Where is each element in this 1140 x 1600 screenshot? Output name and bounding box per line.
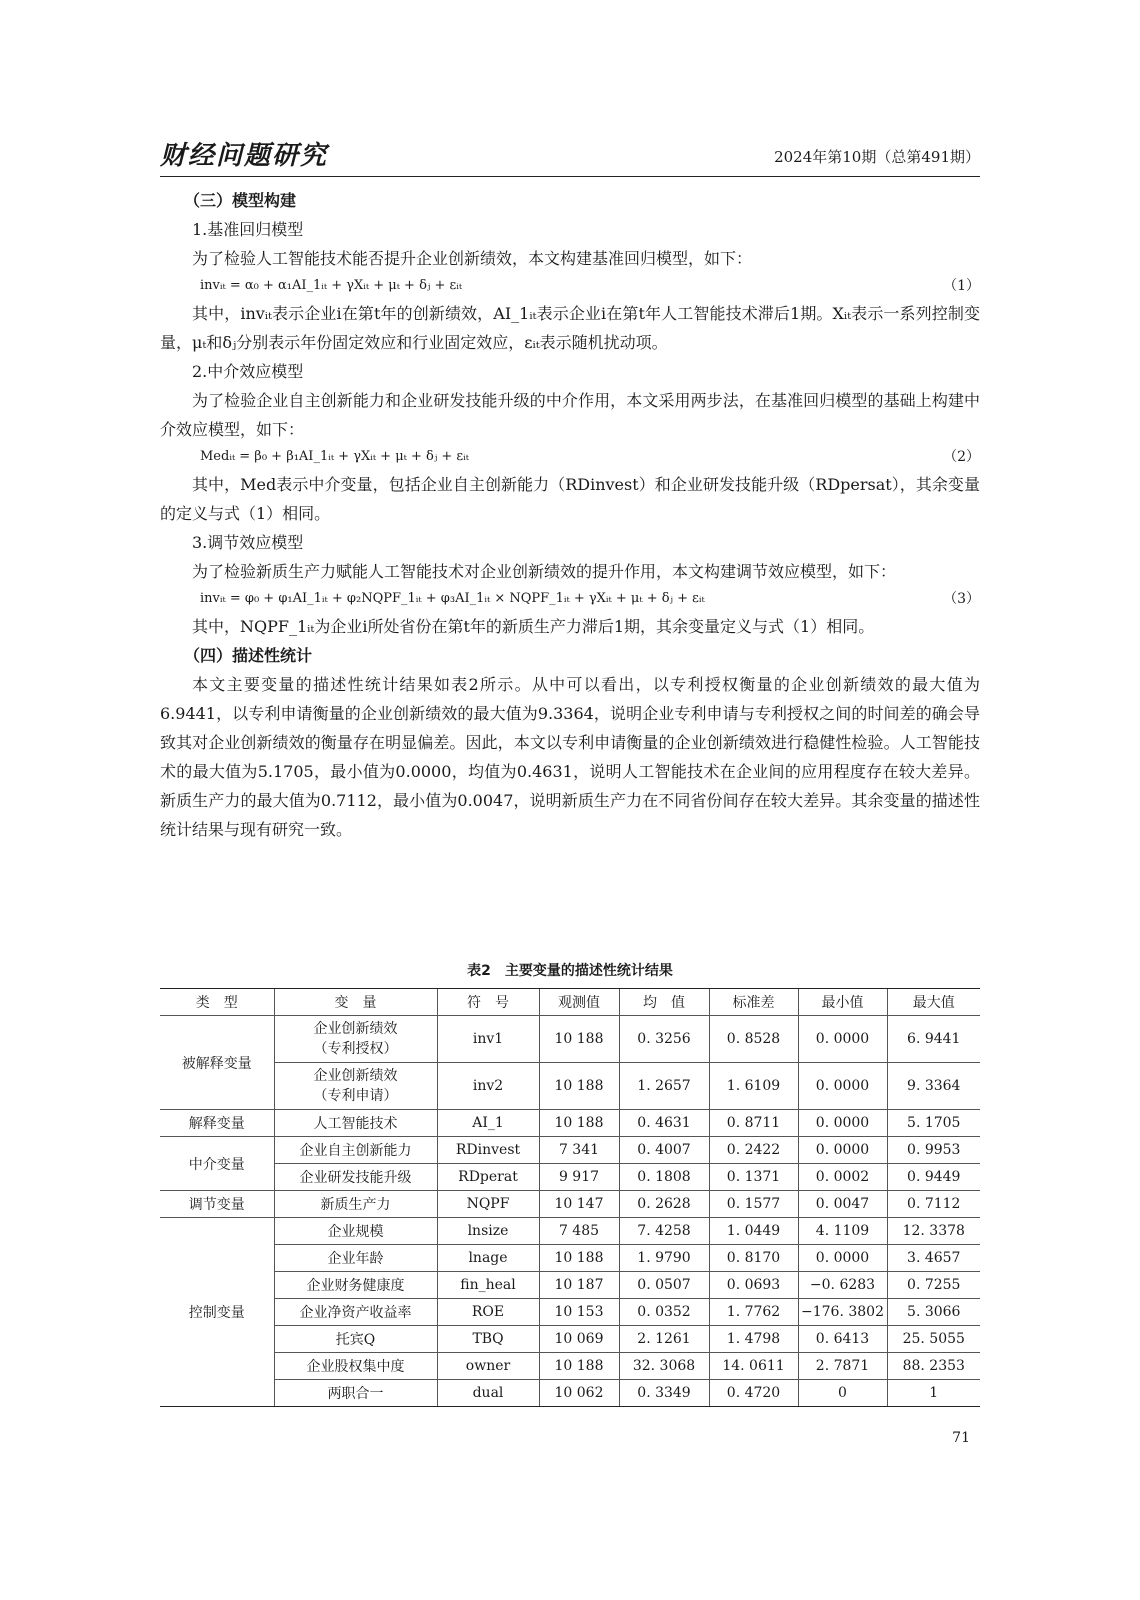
cell-obs: 10 062 [539, 1380, 619, 1407]
cell-obs: 7 485 [539, 1218, 619, 1245]
cell-max: 0. 9449 [887, 1164, 980, 1191]
cell-max: 5. 1705 [887, 1110, 980, 1137]
equation-number: （2） [943, 449, 980, 465]
cell-type: 调节变量 [160, 1191, 274, 1218]
paragraph: 其中，NQPF_1ᵢₜ为企业i所处省份在第t年的新质生产力滞后1期，其余变量定义与式（1）相同。 [192, 617, 875, 636]
table-row [160, 1191, 980, 1218]
equation [160, 273, 980, 299]
column-header: 符 号 [437, 989, 539, 1016]
cell-mean: 0. 3256 [619, 1016, 709, 1063]
cell-obs: 10 069 [539, 1326, 619, 1353]
table-body [160, 1016, 980, 1407]
paragraph: 其中，Med表示中介变量，包括企业自主创新能力（RDinvest）和企业研发技能升级（RDpersat），其余变量的定义与式（1）相同。 [160, 475, 980, 523]
cell-mean: 0. 2628 [619, 1191, 709, 1218]
cell-symbol: RDinvest [437, 1137, 539, 1164]
cell-sd: 14. 0611 [709, 1353, 798, 1380]
cell-obs: 10 147 [539, 1191, 619, 1218]
page-header [160, 140, 980, 177]
cell-max: 0. 7255 [887, 1272, 980, 1299]
cell-mean: 0. 1808 [619, 1164, 709, 1191]
cell-symbol: ROE [437, 1299, 539, 1326]
table-row [160, 1245, 980, 1272]
page-number: 71 [952, 1430, 970, 1446]
cell-obs: 10 188 [539, 1016, 619, 1063]
table-row [160, 1326, 980, 1353]
table-row [160, 1063, 980, 1110]
column-header: 均 值 [619, 989, 709, 1016]
paragraph: 为了检验企业自主创新能力和企业研发技能升级的中介作用，本文采用两步法，在基准回归模型的基础上构建中介效应模型，如下： [160, 391, 980, 439]
cell-symbol: dual [437, 1380, 539, 1407]
equation [160, 586, 980, 612]
subsection-heading: 2.中介效应模型 [192, 362, 304, 381]
cell-symbol: inv1 [437, 1016, 539, 1063]
cell-min: 2. 7871 [798, 1353, 887, 1380]
cell-sd: 0. 2422 [709, 1137, 798, 1164]
equation-text: Medᵢₜ = β₀ + β₁AI_1ᵢₜ + γXᵢₜ + μₜ + δⱼ + εᵢₜ [200, 449, 469, 464]
paragraph: 本文主要变量的描述性统计结果如表2所示。从中可以看出，以专利授权衡量的企业创新绩效的最大值为6.9441，以专利申请衡量的企业创新绩效的最大值为9.3364，说明企业专利申请与专利授权之间的时间差的确会导致其对企业创新绩效的衡量存在明显偏差。因此，本文以专利申请衡量的企业创新绩效进行稳健性检验。人工智能技术的最大值为5.1705，最小值为0.0000，均值为0.4631，说明人工智能技术在企业间的应用程度存在较大差异。新质生产力的最大值为0.7112，最小值为0.0047，说明新质生产力在不同省份间存在较大差异。其余变量的描述性统计结果与现有研究一致。 [160, 675, 980, 839]
cell-obs: 10 188 [539, 1063, 619, 1110]
cell-variable: 人工智能技术 [274, 1110, 437, 1137]
cell-obs: 10 187 [539, 1272, 619, 1299]
cell-sd: 0. 1577 [709, 1191, 798, 1218]
column-header: 变 量 [274, 989, 437, 1016]
cell-symbol: lnage [437, 1245, 539, 1272]
cell-sd: 1. 6109 [709, 1063, 798, 1110]
cell-symbol: inv2 [437, 1063, 539, 1110]
subsection-heading: 3.调节效应模型 [192, 533, 304, 552]
column-header: 标准差 [709, 989, 798, 1016]
cell-sd: 1. 7762 [709, 1299, 798, 1326]
cell-min: 0. 0000 [798, 1137, 887, 1164]
cell-obs: 10 188 [539, 1353, 619, 1380]
cell-min: 0 [798, 1380, 887, 1407]
cell-symbol: fin_heal [437, 1272, 539, 1299]
table-row [160, 1164, 980, 1191]
cell-mean: 7. 4258 [619, 1218, 709, 1245]
table-row [160, 1353, 980, 1380]
cell-min: 0. 0000 [798, 1245, 887, 1272]
equation-text: invᵢₜ = α₀ + α₁AI_1ᵢₜ + γXᵢₜ + μₜ + δⱼ + εᵢₜ [200, 278, 463, 293]
column-header: 最大值 [887, 989, 980, 1016]
journal-logo: 财经问题研究 [160, 141, 329, 171]
cell-type: 控制变量 [160, 1218, 274, 1407]
cell-mean: 0. 0352 [619, 1299, 709, 1326]
cell-max: 9. 3364 [887, 1063, 980, 1110]
table-title: 表2 主要变量的描述性统计结果 [467, 963, 673, 979]
cell-max: 1 [887, 1380, 980, 1407]
table-row [160, 1016, 980, 1063]
table-header-row [160, 989, 980, 1016]
cell-mean: 0. 0507 [619, 1272, 709, 1299]
paragraph: 为了检验新质生产力赋能人工智能技术对企业创新绩效的提升作用，本文构建调节效应模型，如下： [192, 562, 897, 581]
cell-min: 0. 0047 [798, 1191, 887, 1218]
cell-variable: 两职合一 [274, 1380, 437, 1407]
table-row [160, 1380, 980, 1407]
cell-variable: 企业净资产收益率 [274, 1299, 437, 1326]
cell-sd: 0. 8711 [709, 1110, 798, 1137]
cell-min: 4. 1109 [798, 1218, 887, 1245]
cell-symbol: TBQ [437, 1326, 539, 1353]
cell-type: 被解释变量 [160, 1016, 274, 1110]
cell-mean: 0. 4631 [619, 1110, 709, 1137]
cell-symbol: RDperat [437, 1164, 539, 1191]
cell-obs: 7 341 [539, 1137, 619, 1164]
cell-symbol: AI_1 [437, 1110, 539, 1137]
cell-type: 中介变量 [160, 1137, 274, 1191]
cell-sd: 0. 1371 [709, 1164, 798, 1191]
stats-table [160, 988, 980, 1407]
cell-variable: 企业创新绩效 （专利授权） [274, 1016, 437, 1063]
cell-symbol: owner [437, 1353, 539, 1380]
issue-info: 2024年第10期（总第491期） [774, 148, 980, 166]
cell-max: 88. 2353 [887, 1353, 980, 1380]
table-row [160, 1272, 980, 1299]
cell-sd: 0. 8170 [709, 1245, 798, 1272]
cell-mean: 2. 1261 [619, 1326, 709, 1353]
paragraph: 其中，invᵢₜ表示企业i在第t年的创新绩效，AI_1ᵢₜ表示企业i在第t年人工智能技术滞后1期。Xᵢₜ表示一系列控制变量，μₜ和δⱼ分别表示年份固定效应和行业固定效应，εᵢₜ表示随机扰动项。 [160, 304, 980, 352]
cell-max: 0. 7112 [887, 1191, 980, 1218]
cell-min: 0. 6413 [798, 1326, 887, 1353]
cell-max: 6. 9441 [887, 1016, 980, 1063]
cell-variable: 企业自主创新能力 [274, 1137, 437, 1164]
section-heading: （三）模型构建 [184, 191, 297, 210]
cell-min: −176. 3802 [798, 1299, 887, 1326]
cell-obs: 10 188 [539, 1110, 619, 1137]
table-row [160, 1299, 980, 1326]
section-heading: （四）描述性统计 [184, 646, 313, 665]
cell-obs: 9 917 [539, 1164, 619, 1191]
article-body [160, 186, 980, 844]
cell-max: 3. 4657 [887, 1245, 980, 1272]
equation-number: （1） [943, 278, 980, 294]
cell-obs: 10 188 [539, 1245, 619, 1272]
cell-obs: 10 153 [539, 1299, 619, 1326]
cell-max: 0. 9953 [887, 1137, 980, 1164]
cell-mean: 1. 9790 [619, 1245, 709, 1272]
cell-variable: 企业财务健康度 [274, 1272, 437, 1299]
cell-symbol: NQPF [437, 1191, 539, 1218]
column-header: 类 型 [160, 989, 274, 1016]
cell-variable: 企业规模 [274, 1218, 437, 1245]
cell-variable: 新质生产力 [274, 1191, 437, 1218]
cell-min: 0. 0000 [798, 1110, 887, 1137]
cell-sd: 0. 0693 [709, 1272, 798, 1299]
cell-sd: 0. 8528 [709, 1016, 798, 1063]
cell-sd: 1. 0449 [709, 1218, 798, 1245]
cell-min: −0. 6283 [798, 1272, 887, 1299]
cell-variable: 企业创新绩效 （专利申请） [274, 1063, 437, 1110]
column-header: 观测值 [539, 989, 619, 1016]
cell-mean: 0. 3349 [619, 1380, 709, 1407]
cell-variable: 企业股权集中度 [274, 1353, 437, 1380]
cell-variable: 企业年龄 [274, 1245, 437, 1272]
column-header: 最小值 [798, 989, 887, 1016]
equation-text: invᵢₜ = φ₀ + φ₁AI_1ᵢₜ + φ₂NQPF_1ᵢₜ + φ₃AI_1ᵢₜ × NQPF_1ᵢₜ + γXᵢₜ + μₜ + δⱼ + εᵢₜ [200, 591, 705, 606]
cell-mean: 0. 4007 [619, 1137, 709, 1164]
cell-variable: 企业研发技能升级 [274, 1164, 437, 1191]
subsection-heading: 1.基准回归模型 [192, 220, 304, 239]
cell-min: 0. 0000 [798, 1016, 887, 1063]
cell-mean: 32. 3068 [619, 1353, 709, 1380]
cell-max: 5. 3066 [887, 1299, 980, 1326]
equation-number: （3） [943, 591, 980, 607]
table-row [160, 1137, 980, 1164]
cell-type: 解释变量 [160, 1110, 274, 1137]
cell-variable: 托宾Q [274, 1326, 437, 1353]
cell-min: 0. 0002 [798, 1164, 887, 1191]
cell-min: 0. 0000 [798, 1063, 887, 1110]
table-row [160, 1110, 980, 1137]
cell-max: 25. 5055 [887, 1326, 980, 1353]
cell-max: 12. 3378 [887, 1218, 980, 1245]
cell-sd: 1. 4798 [709, 1326, 798, 1353]
table-row [160, 1218, 980, 1245]
cell-sd: 0. 4720 [709, 1380, 798, 1407]
cell-mean: 1. 2657 [619, 1063, 709, 1110]
equation [160, 444, 980, 470]
cell-symbol: lnsize [437, 1218, 539, 1245]
paragraph: 为了检验人工智能技术能否提升企业创新绩效，本文构建基准回归模型，如下： [192, 249, 753, 268]
